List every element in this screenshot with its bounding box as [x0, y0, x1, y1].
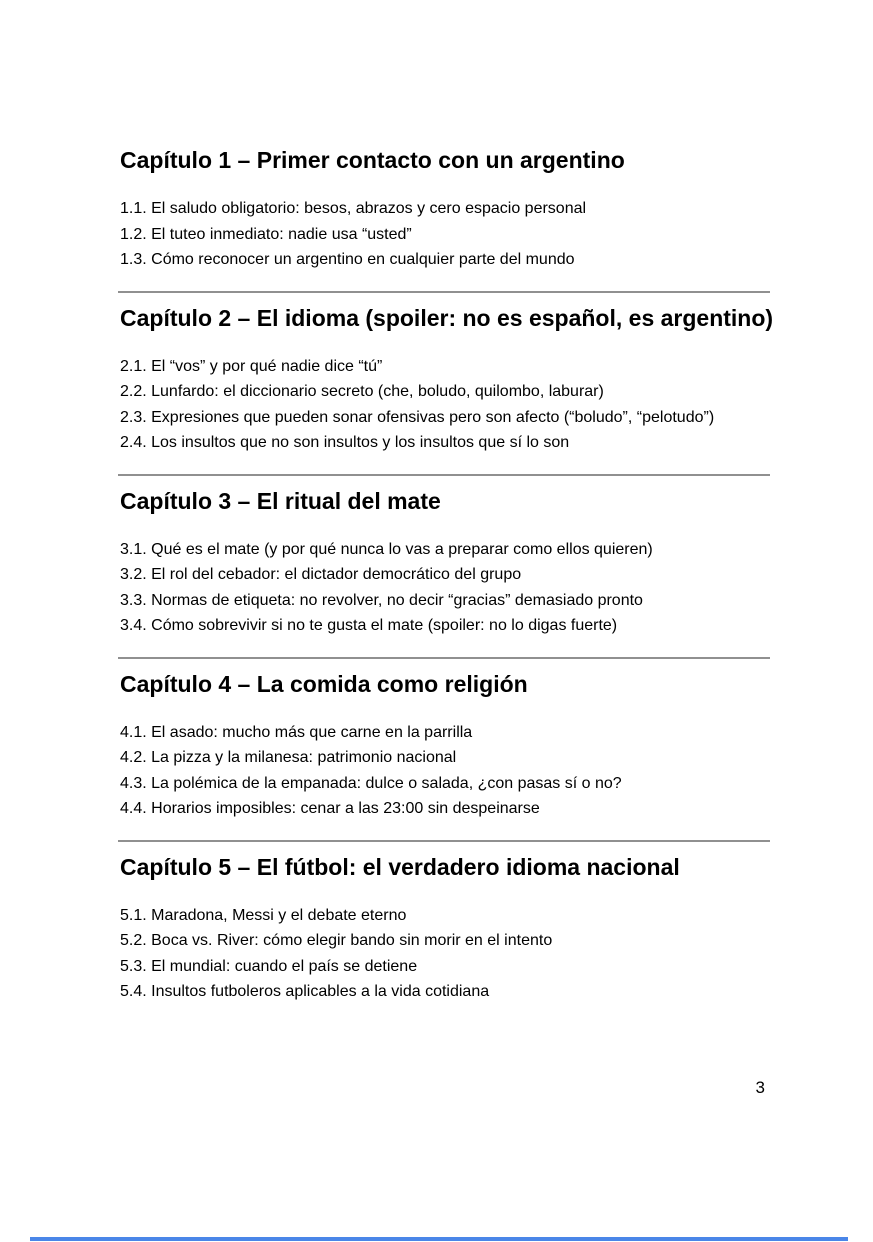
section-divider: [118, 657, 770, 659]
toc-item: 2.4. Los insultos que no son insultos y los insultos que sí lo son: [120, 434, 570, 451]
section-divider: [118, 474, 770, 476]
chapter-2-items: [120, 354, 770, 456]
section-divider: [118, 840, 770, 842]
toc-item: 5.1. Maradona, Messi y el debate eterno: [120, 906, 407, 924]
toc-item: 4.3. La polémica de la empanada: dulce o salada, ¿con pasas sí o no?: [120, 774, 622, 792]
toc-item: 2.3. Expresiones que pueden sonar ofensivas pero son afecto (“boludo”, “pelotudo”): [120, 408, 715, 426]
toc-item: 1.3. Cómo reconocer un argentino en cualquier parte del mundo: [120, 251, 575, 268]
chapter-section-3: [120, 484, 770, 639]
toc-item: 1.1. El saludo obligatorio: besos, abrazos y cero espacio personal: [120, 200, 587, 217]
section-divider: [118, 291, 770, 293]
chapter-4-heading: Capítulo 4 – La comida como religión: [120, 670, 528, 697]
toc-item: 5.3. El mundial: cuando el país se detiene: [120, 957, 418, 975]
toc-item: 4.2. La pizza y la milanesa: patrimonio nacional: [120, 749, 457, 766]
toc-item: 5.2. Boca vs. River: cómo elegir bando sin morir en el intento: [120, 932, 553, 949]
toc-item: 4.1. El asado: mucho más que carne en la parrilla: [120, 723, 473, 741]
chapter-3-heading: Capítulo 3 – El ritual del mate: [120, 487, 441, 514]
chapter-section-1: [120, 143, 770, 273]
toc-item: 3.4. Cómo sobrevivir si no te gusta el mate (spoiler: no lo digas fuerte): [120, 617, 618, 634]
chapter-2-heading: Capítulo 2 – El idioma (spoiler: no es español, es argentino): [120, 304, 774, 331]
chapter-section-4: [120, 667, 770, 822]
table-of-contents: [120, 143, 774, 1100]
toc-item: 5.4. Insultos futboleros aplicables a la vida cotidiana: [120, 983, 490, 1000]
toc-item: 3.2. El rol del cebador: el dictador democrático del grupo: [120, 566, 522, 583]
toc-item: 3.3. Normas de etiqueta: no revolver, no decir “gracias” demasiado pronto: [120, 591, 643, 609]
toc-item: 1.2. El tuteo inmediato: nadie usa “usted”: [120, 225, 412, 243]
chapter-3-items: [120, 537, 770, 639]
toc-item: 3.1. Qué es el mate (y por qué nunca lo vas a preparar como ellos quieren): [120, 540, 653, 558]
chapter-5-items: [120, 903, 770, 1005]
chapter-section-5: [120, 850, 770, 1005]
chapter-5-heading: Capítulo 5 – El fútbol: el verdadero idioma nacional: [120, 853, 680, 880]
toc-item: 2.1. El “vos” y por qué nadie dice “tú”: [120, 357, 383, 375]
page-bottom-blue-bar: [30, 1237, 848, 1241]
chapter-1-items: [120, 196, 770, 273]
toc-item: 4.4. Horarios imposibles: cenar a las 23:00 sin despeinarse: [120, 800, 540, 817]
toc-item: 2.2. Lunfardo: el diccionario secreto (che, boludo, quilombo, laburar): [120, 383, 604, 400]
chapter-section-2: [120, 301, 774, 456]
chapter-4-items: [120, 720, 770, 822]
chapter-1-heading: Capítulo 1 – Primer contacto con un argentino: [120, 147, 625, 173]
page-number: 3: [755, 1077, 765, 1097]
